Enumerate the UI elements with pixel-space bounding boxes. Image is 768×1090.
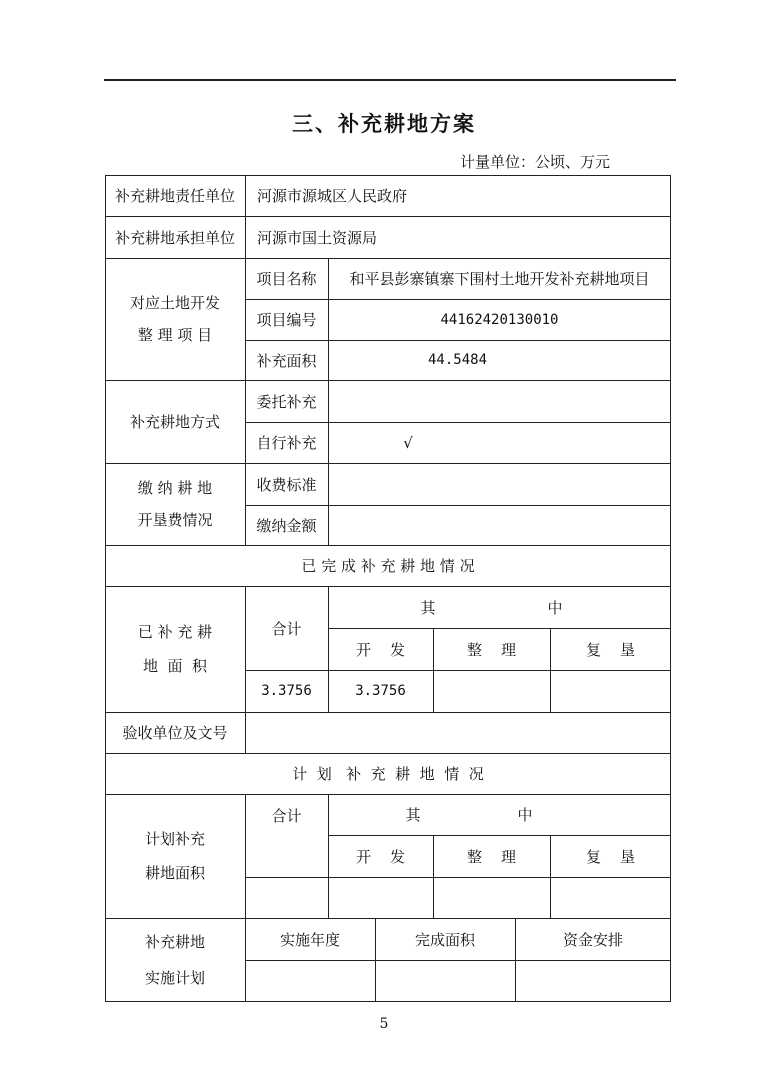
fee-label [105, 463, 245, 545]
project-code-label: 项目编号 [256, 311, 317, 329]
completed-section-header: 已 完 成 补 充 耕 地 情 况 [301, 557, 475, 575]
planned-label-line2: 耕地面积 [144, 864, 205, 882]
planned-dev-label: 开 发 [355, 847, 406, 866]
planned-among-left: 其 [405, 806, 421, 824]
header-rule [104, 79, 676, 81]
responsible-unit-value: 河源市源城区人民政府 [257, 187, 408, 205]
project-area-value: 44.5484 [428, 352, 488, 368]
project-code-value: 44162420130010 [440, 311, 559, 328]
completed-total-label: 合计 [271, 619, 302, 638]
planned-reclamation-value [550, 877, 671, 918]
completed-consolidation-value [433, 670, 550, 712]
self-label: 自行补充 [256, 434, 317, 452]
planned-total-label: 合计 [271, 806, 302, 825]
project-name-value: 和平县彭寨镇寨下围村土地开发补充耕地项目 [349, 270, 650, 288]
undertaking-unit-value: 河源市国土资源局 [257, 228, 378, 247]
page-title: 三、补充耕地方案 [292, 111, 476, 136]
acceptance-value [245, 712, 671, 753]
fee-amount-value [328, 505, 671, 545]
self-value-checkmark: √ [403, 433, 413, 452]
completed-among-right: 中 [547, 598, 563, 617]
planned-reclamation-label: 复 垦 [585, 847, 636, 866]
implementation-year-value [245, 960, 375, 1001]
completed-area-label [105, 586, 245, 712]
fee-label-line2: 开垦费情况 [137, 511, 213, 529]
acceptance-label: 验收单位及文号 [122, 724, 228, 742]
entrusted-value [328, 380, 671, 422]
project-label [105, 258, 245, 380]
fee-standard-label: 收费标准 [256, 475, 317, 494]
undertaking-unit-label: 补充耕地承担单位 [114, 228, 235, 247]
page-number: 5 [379, 1016, 389, 1032]
planned-label-line1: 计划补充 [144, 830, 205, 848]
completed-consolidation-label: 整 理 [466, 640, 517, 659]
project-label-line2: 整 理 项 目 [137, 326, 213, 344]
planned-consolidation-value [433, 877, 550, 918]
implementation-area-value [375, 960, 515, 1001]
planned-area-label [105, 794, 245, 918]
completed-dev-value: 3.3756 [355, 683, 406, 699]
farmland-supplement-form [105, 175, 671, 1002]
completed-reclamation-value [550, 670, 671, 712]
completed-total-value: 3.3756 [261, 683, 312, 699]
completed-dev-label: 开 发 [355, 640, 406, 659]
implementation-area-label: 完成面积 [414, 930, 475, 949]
responsible-unit-label: 补充耕地责任单位 [114, 187, 235, 205]
unit-note: 计量单位：公顷、万元 [460, 153, 611, 171]
fee-label-line1: 缴 纳 耕 地 [137, 479, 213, 497]
implementation-label-line1: 补充耕地 [144, 932, 205, 951]
implementation-funds-value [515, 960, 671, 1001]
implementation-label [105, 918, 245, 1001]
completed-among-left: 其 [420, 598, 436, 617]
planned-consolidation-label: 整 理 [466, 847, 517, 866]
implementation-funds-label: 资金安排 [562, 930, 623, 949]
planned-dev-value [328, 877, 433, 918]
completed-label-line1: 已 补 充 耕 [137, 623, 213, 641]
planned-section-header: 计 划 补 充 耕 地 情 况 [292, 765, 484, 783]
fee-amount-label: 缴纳金额 [256, 516, 317, 535]
planned-total-value [245, 877, 328, 918]
project-name-label: 项目名称 [256, 270, 317, 288]
implementation-label-line2: 实施计划 [144, 968, 205, 987]
entrusted-label: 委托补充 [256, 392, 317, 411]
planned-among-right: 中 [517, 806, 533, 824]
fee-standard-value [328, 463, 671, 505]
project-area-label: 补充面积 [256, 351, 317, 370]
completed-reclamation-label: 复 垦 [585, 640, 636, 659]
project-label-line1: 对应土地开发 [129, 294, 220, 312]
completed-label-line2: 地 面 积 [142, 657, 208, 675]
method-label: 补充耕地方式 [129, 413, 220, 431]
implementation-year-label: 实施年度 [279, 930, 340, 949]
